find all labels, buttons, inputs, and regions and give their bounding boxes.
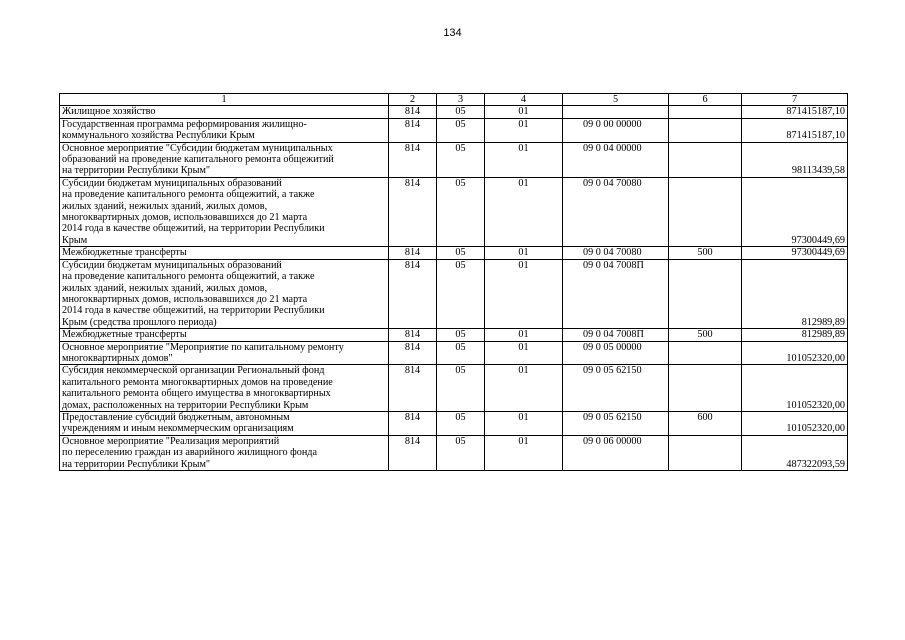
row-name-cell: Субсидия некоммерческой организации Региональный фонд капитального ремонта многоквартирных домов на проведение капитального ремонта общего имущества в многоквартирных домах, расположенных на территории Республики Крым	[60, 365, 389, 412]
section-code-cell: 05	[437, 118, 485, 142]
header-cell: 1	[60, 94, 389, 106]
table-row	[60, 118, 848, 142]
row-name-cell: Субсидии бюджетам муниципальных образований на проведение капитального ремонта общежитий, а также жилых зданий, нежилых зданий, жилых домов, многоквартирных домов, использовавшихся до 21 марта 2014 года в качестве общежитий, на территории Республики Крым (средства прошлого периода)	[60, 259, 389, 328]
amount-cell: 487322093,59	[742, 435, 848, 470]
target-article-cell	[563, 106, 669, 118]
table-row	[60, 411, 848, 435]
section-code-cell: 05	[437, 106, 485, 118]
subsection-code-cell: 01	[485, 118, 563, 142]
row-name-cell: Основное мероприятие "Субсидии бюджетам муниципальных образований на проведение капитального ремонта общежитий на территории Республики Крым"	[60, 142, 389, 177]
section-code-cell: 05	[437, 259, 485, 328]
ministry-code-cell: 814	[389, 341, 437, 365]
ministry-code-cell: 814	[389, 411, 437, 435]
header-cell: 5	[563, 94, 669, 106]
subsection-code-cell: 01	[485, 435, 563, 470]
amount-cell: 101052320,00	[742, 365, 848, 412]
subsection-code-cell: 01	[485, 411, 563, 435]
ministry-code-cell: 814	[389, 106, 437, 118]
header-cell: 2	[389, 94, 437, 106]
amount-cell: 812989,89	[742, 329, 848, 341]
ministry-code-cell: 814	[389, 142, 437, 177]
row-name-cell: Государственная программа реформирования жилищно- коммунального хозяйства Республики Крым	[60, 118, 389, 142]
table-header-row	[60, 94, 848, 106]
target-article-cell: 09 0 06 00000	[563, 435, 669, 470]
table-row	[60, 259, 848, 328]
header-cell: 4	[485, 94, 563, 106]
amount-cell: 97300449,69	[742, 247, 848, 259]
section-code-cell: 05	[437, 142, 485, 177]
section-code-cell: 05	[437, 435, 485, 470]
subsection-code-cell: 01	[485, 341, 563, 365]
ministry-code-cell: 814	[389, 365, 437, 412]
table-row	[60, 142, 848, 177]
expense-type-cell: 500	[669, 329, 742, 341]
row-name-cell: Предоставление субсидий бюджетным, автономным учреждениям и иным некоммерческим организациям	[60, 411, 389, 435]
row-name-cell: Субсидии бюджетам муниципальных образований на проведение капитального ремонта общежитий, а также жилых зданий, нежилых зданий, жилых домов, многоквартирных домов, использовавшихся до 21 марта 2014 года в качестве общежитий, на территории Республики Крым	[60, 177, 389, 246]
table-row	[60, 247, 848, 259]
ministry-code-cell: 814	[389, 247, 437, 259]
target-article-cell: 09 0 05 62150	[563, 411, 669, 435]
table-row	[60, 341, 848, 365]
expense-type-cell	[669, 435, 742, 470]
row-name-cell: Межбюджетные трансферты	[60, 329, 389, 341]
amount-cell: 101052320,00	[742, 411, 848, 435]
page-number: 134	[443, 27, 462, 39]
ministry-code-cell: 814	[389, 118, 437, 142]
expense-type-cell	[669, 341, 742, 365]
target-article-cell: 09 0 04 70080	[563, 247, 669, 259]
ministry-code-cell: 814	[389, 259, 437, 328]
subsection-code-cell: 01	[485, 142, 563, 177]
expense-type-cell	[669, 142, 742, 177]
expense-type-cell	[669, 118, 742, 142]
subsection-code-cell: 01	[485, 259, 563, 328]
target-article-cell: 09 0 04 7008П	[563, 259, 669, 328]
section-code-cell: 05	[437, 329, 485, 341]
subsection-code-cell: 01	[485, 247, 563, 259]
budget-table	[59, 93, 848, 471]
expense-type-cell	[669, 177, 742, 246]
expense-type-cell	[669, 259, 742, 328]
header-cell: 7	[742, 94, 848, 106]
target-article-cell: 09 0 00 00000	[563, 118, 669, 142]
ministry-code-cell: 814	[389, 329, 437, 341]
amount-cell: 98113439,58	[742, 142, 848, 177]
subsection-code-cell: 01	[485, 329, 563, 341]
row-name-cell: Основное мероприятие "Реализация мероприятий по переселению граждан из аварийного жилищного фонда на территории Республики Крым"	[60, 435, 389, 470]
amount-cell: 101052320,00	[742, 341, 848, 365]
section-code-cell: 05	[437, 177, 485, 246]
subsection-code-cell: 01	[485, 106, 563, 118]
target-article-cell: 09 0 05 00000	[563, 341, 669, 365]
table-row	[60, 329, 848, 341]
row-name-cell: Основное мероприятие "Мероприятие по капитальному ремонту многоквартирных домов"	[60, 341, 389, 365]
target-article-cell: 09 0 04 7008П	[563, 329, 669, 341]
target-article-cell: 09 0 04 00000	[563, 142, 669, 177]
header-cell: 3	[437, 94, 485, 106]
section-code-cell: 05	[437, 411, 485, 435]
amount-cell: 812989,89	[742, 259, 848, 328]
section-code-cell: 05	[437, 247, 485, 259]
subsection-code-cell: 01	[485, 177, 563, 246]
table-row	[60, 365, 848, 412]
expense-type-cell: 500	[669, 247, 742, 259]
table-row	[60, 106, 848, 118]
header-cell: 6	[669, 94, 742, 106]
ministry-code-cell: 814	[389, 435, 437, 470]
table-row	[60, 435, 848, 470]
row-name-cell: Межбюджетные трансферты	[60, 247, 389, 259]
table-row	[60, 177, 848, 246]
amount-cell: 97300449,69	[742, 177, 848, 246]
subsection-code-cell: 01	[485, 365, 563, 412]
amount-cell: 871415187,10	[742, 118, 848, 142]
expense-type-cell: 600	[669, 411, 742, 435]
expense-type-cell	[669, 365, 742, 412]
amount-cell: 871415187,10	[742, 106, 848, 118]
section-code-cell: 05	[437, 365, 485, 412]
ministry-code-cell: 814	[389, 177, 437, 246]
section-code-cell: 05	[437, 341, 485, 365]
row-name-cell: Жилищное хозяйство	[60, 106, 389, 118]
target-article-cell: 09 0 05 62150	[563, 365, 669, 412]
expense-type-cell	[669, 106, 742, 118]
target-article-cell: 09 0 04 70080	[563, 177, 669, 246]
budget-table-body	[60, 94, 848, 471]
